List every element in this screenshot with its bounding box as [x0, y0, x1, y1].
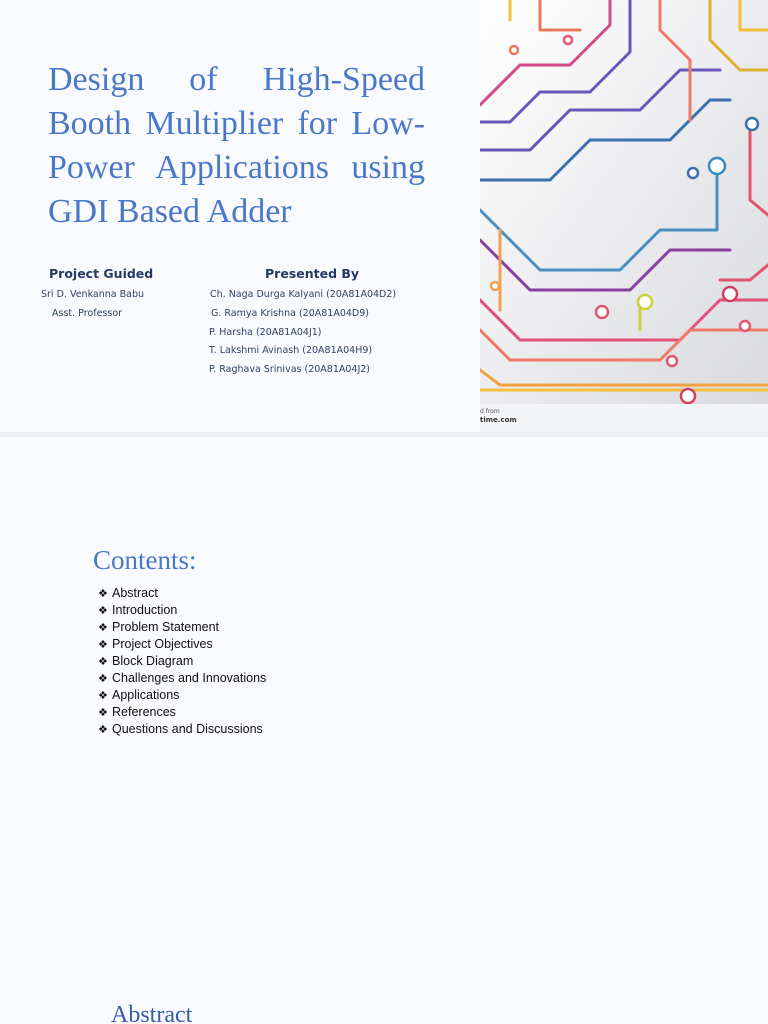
list-item: ❖ Introduction — [98, 603, 178, 617]
contents-slide — [0, 437, 768, 1024]
contents-list — [98, 585, 266, 738]
diamond-bullet-icon: ❖ — [98, 724, 108, 736]
list-item: ❖ References — [98, 705, 176, 719]
presenter-3: P. Harsha (20A81A04J1) — [209, 327, 322, 338]
diamond-bullet-icon: ❖ — [98, 605, 108, 617]
diamond-bullet-icon: ❖ — [98, 690, 108, 702]
image-caption-line2: time.com — [480, 416, 517, 424]
list-item: ❖ Block Diagram — [98, 654, 194, 668]
guide-designation: Asst. Professor — [52, 308, 123, 319]
diamond-bullet-icon: ❖ — [98, 588, 108, 600]
image-caption-line1: d from — [480, 408, 500, 415]
presenter-1: Ch. Naga Durga Kalyani (20A81A04D2) — [210, 289, 397, 300]
diamond-bullet-icon: ❖ — [98, 656, 108, 668]
title-slide — [0, 0, 768, 432]
list-item: ❖ Applications — [98, 688, 180, 702]
list-item: ❖ Challenges and Innovations — [98, 671, 267, 685]
circuit-board-image — [480, 0, 768, 432]
diamond-bullet-icon: ❖ — [98, 622, 108, 634]
list-item: ❖ Questions and Discussions — [98, 722, 263, 736]
diamond-bullet-icon: ❖ — [98, 639, 108, 651]
diamond-bullet-icon: ❖ — [98, 707, 108, 719]
list-item: ❖ Project Objectives — [98, 637, 213, 651]
presenter-4: T. Lakshmi Avinash (20A81A04H9) — [209, 345, 373, 356]
presenter-2: G. Ramya Krishna (20A81A04D9) — [211, 308, 369, 319]
abstract-heading: Abstract — [111, 1002, 193, 1024]
list-item: ❖ Abstract — [98, 586, 158, 600]
presenters-heading: Presented By — [265, 266, 360, 281]
presentation-title: Design of High-Speed Booth Multiplier for Low-Power Applications using GDI Based Adder — [48, 61, 425, 230]
list-item: ❖ Problem Statement — [98, 620, 219, 634]
diamond-bullet-icon: ❖ — [98, 673, 108, 685]
presenter-5: P. Raghava Srinivas (20A81A04J2) — [209, 364, 371, 375]
contents-heading: Contents: — [93, 545, 197, 575]
guide-name: Sri D. Venkanna Babu — [41, 289, 145, 300]
guide-heading: Project Guided — [49, 266, 154, 281]
